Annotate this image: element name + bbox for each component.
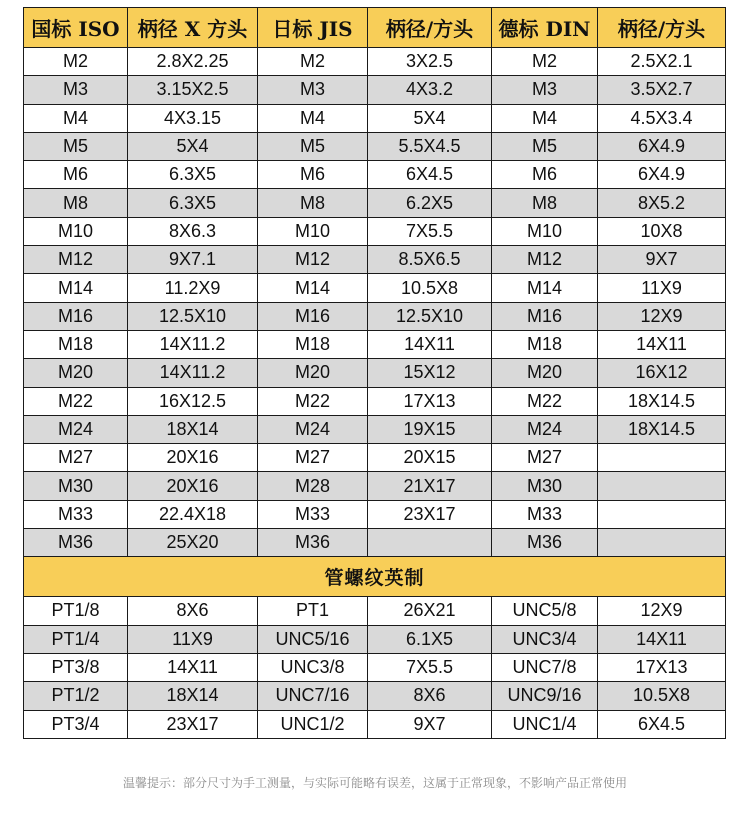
table-row [24,529,726,557]
table-row [24,625,726,653]
table-cell: M36 [258,529,368,557]
table-cell [368,529,492,557]
table-cell: M14 [258,274,368,302]
table-cell: 8X6.3 [128,217,258,245]
table-row [24,48,726,76]
column-header: 柄径 X 方头 [128,8,258,48]
table-cell: 6X4.5 [598,710,726,738]
table-row [24,597,726,625]
table-cell: M3 [258,76,368,104]
table-cell: M16 [492,302,598,330]
table-row [24,500,726,528]
table-cell: M8 [24,189,128,217]
table-cell: 15X12 [368,359,492,387]
column-header: 柄径/方头 [598,8,726,48]
table-cell: 14X11 [368,330,492,358]
table-cell: 22.4X18 [128,500,258,528]
table-cell: 7X5.5 [368,653,492,681]
table-cell: 10.5X8 [598,682,726,710]
table-row [24,104,726,132]
table-row [24,217,726,245]
table-cell: M10 [258,217,368,245]
table-cell: 18X14 [128,682,258,710]
table-cell: M24 [24,415,128,443]
table-cell: M20 [24,359,128,387]
table-cell: PT1/8 [24,597,128,625]
table-row [24,359,726,387]
table-cell: UNC3/8 [258,653,368,681]
table-cell: 5X4 [128,132,258,160]
table-cell: 8X5.2 [598,189,726,217]
table-row [24,387,726,415]
table-cell: 26X21 [368,597,492,625]
table-cell: M4 [492,104,598,132]
table-cell: 6X4.9 [598,161,726,189]
table-cell: M2 [24,48,128,76]
table-cell: M5 [492,132,598,160]
table-row [24,415,726,443]
table-cell: 21X17 [368,472,492,500]
table-cell [598,500,726,528]
table-cell: 25X20 [128,529,258,557]
table-cell: 18X14.5 [598,415,726,443]
table-cell: M20 [492,359,598,387]
table-cell: 16X12 [598,359,726,387]
table-cell: 12X9 [598,597,726,625]
table-row [24,161,726,189]
table-cell: M28 [258,472,368,500]
table-cell: M8 [492,189,598,217]
table-cell: 14X11.2 [128,359,258,387]
table-cell: M16 [258,302,368,330]
table-cell: M33 [24,500,128,528]
table-cell: 4X3.15 [128,104,258,132]
table-cell: UNC1/2 [258,710,368,738]
table-cell: 3X2.5 [368,48,492,76]
table-cell: 6X4.5 [368,161,492,189]
table-cell: M20 [258,359,368,387]
table-cell: M10 [24,217,128,245]
table-cell: M27 [24,444,128,472]
table-row [24,189,726,217]
table-cell: M6 [24,161,128,189]
table-cell: PT1/4 [24,625,128,653]
table-cell: UNC9/16 [492,682,598,710]
table-cell [598,529,726,557]
spec-table [23,7,726,739]
table-cell: 3.15X2.5 [128,76,258,104]
table-row [24,274,726,302]
footer-note: 温馨提示：部分尺寸为手工测量，与实际可能略有误差，这属于正常现象，不影响产品正常使用 [122,776,627,790]
table-cell: 20X16 [128,472,258,500]
table-row [24,682,726,710]
table-cell: 12X9 [598,302,726,330]
table-cell: 5X4 [368,104,492,132]
table-cell: M22 [492,387,598,415]
table-cell: 10.5X8 [368,274,492,302]
table-cell: M6 [492,161,598,189]
table-cell: 14X11.2 [128,330,258,358]
table-cell: M2 [258,48,368,76]
table-cell: M14 [492,274,598,302]
table-cell: 17X13 [598,653,726,681]
table-cell: PT3/8 [24,653,128,681]
table-cell [598,472,726,500]
table-row [24,444,726,472]
table-cell: M18 [24,330,128,358]
table-cell: 7X5.5 [368,217,492,245]
table-cell: 19X15 [368,415,492,443]
table-cell: M24 [258,415,368,443]
table-cell: M5 [24,132,128,160]
table-cell [598,444,726,472]
table-cell: 11.2X9 [128,274,258,302]
table-cell: 6X4.9 [598,132,726,160]
table-cell: 14X11 [598,330,726,358]
table-cell: M6 [258,161,368,189]
table-cell: M33 [258,500,368,528]
table-cell: 4.5X3.4 [598,104,726,132]
table-cell: M14 [24,274,128,302]
table-cell: M36 [24,529,128,557]
table-row [24,302,726,330]
table-cell: 6.1X5 [368,625,492,653]
table-cell: UNC5/16 [258,625,368,653]
table-cell: M5 [258,132,368,160]
table-row [24,246,726,274]
table-cell: M4 [24,104,128,132]
table-row [24,710,726,738]
table-cell: 6.3X5 [128,189,258,217]
table-cell: PT1/2 [24,682,128,710]
table-cell: 14X11 [598,625,726,653]
table-cell: 20X16 [128,444,258,472]
table-cell: 23X17 [368,500,492,528]
table-cell: 8X6 [128,597,258,625]
table-cell: M12 [258,246,368,274]
table-cell: 14X11 [128,653,258,681]
table-row [24,132,726,160]
table-cell: UNC5/8 [492,597,598,625]
table-cell: 11X9 [128,625,258,653]
header-row [24,8,726,48]
table-cell: M18 [492,330,598,358]
table-cell: 11X9 [598,274,726,302]
table-cell: M30 [492,472,598,500]
table-cell: 8.5X6.5 [368,246,492,274]
column-header: 柄径/方头 [368,8,492,48]
table-cell: M27 [492,444,598,472]
table-cell: 4X3.2 [368,76,492,104]
column-header: 国标 ISO [24,8,128,48]
table-row [24,76,726,104]
table-cell: 17X13 [368,387,492,415]
table-cell: 2.5X2.1 [598,48,726,76]
table-row [24,330,726,358]
table-cell: 23X17 [128,710,258,738]
table-cell: 20X15 [368,444,492,472]
table-cell: PT1 [258,597,368,625]
table-row [24,653,726,681]
table-cell: 18X14.5 [598,387,726,415]
table-cell: M4 [258,104,368,132]
table-cell: M3 [24,76,128,104]
table-cell: M12 [24,246,128,274]
table-cell: M16 [24,302,128,330]
table-cell: UNC7/8 [492,653,598,681]
table-cell: UNC1/4 [492,710,598,738]
table-cell: 2.8X2.25 [128,48,258,76]
table-cell: 9X7 [598,246,726,274]
table-cell: 9X7.1 [128,246,258,274]
table-cell: M22 [24,387,128,415]
column-header: 日标 JIS [258,8,368,48]
table-cell: M2 [492,48,598,76]
table-cell: 12.5X10 [128,302,258,330]
table-cell: 5.5X4.5 [368,132,492,160]
table-cell: 9X7 [368,710,492,738]
table-cell: M18 [258,330,368,358]
table-cell: UNC7/16 [258,682,368,710]
section-header-row [24,557,726,597]
table-cell: 12.5X10 [368,302,492,330]
table-cell: PT3/4 [24,710,128,738]
table-cell: 8X6 [368,682,492,710]
section-title: 管螺纹英制 [24,557,726,597]
column-header: 德标 DIN [492,8,598,48]
table-cell: M22 [258,387,368,415]
table-cell: 18X14 [128,415,258,443]
table-cell: 16X12.5 [128,387,258,415]
table-cell: M30 [24,472,128,500]
table-cell: M27 [258,444,368,472]
table-cell: M24 [492,415,598,443]
table-cell: 6.3X5 [128,161,258,189]
table-cell: M12 [492,246,598,274]
table-cell: UNC3/4 [492,625,598,653]
table-cell: 6.2X5 [368,189,492,217]
table-cell: M3 [492,76,598,104]
table-cell: M8 [258,189,368,217]
table-cell: 3.5X2.7 [598,76,726,104]
table-row [24,472,726,500]
table-cell: 10X8 [598,217,726,245]
table-cell: M10 [492,217,598,245]
table-cell: M33 [492,500,598,528]
table-cell: M36 [492,529,598,557]
